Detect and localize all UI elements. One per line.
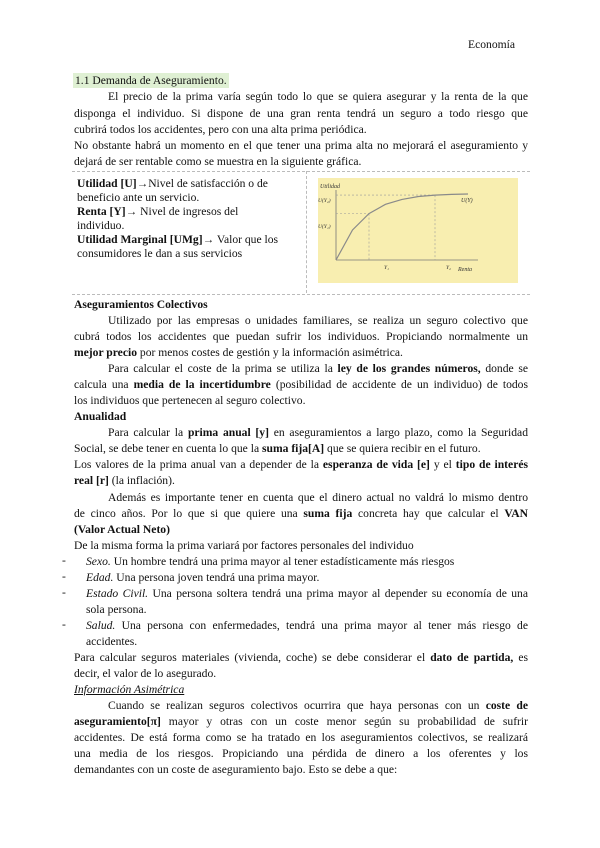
text: Una persona con enfermedades, tendrá una prima mayor al tener más riesgo de xyxy=(115,619,528,632)
text: de cinco años. Por lo que si que quiere una xyxy=(74,507,304,520)
text-line: Además es importante tener en cuenta que el dinero actual no valdrá lo mismo dentro xyxy=(108,491,528,504)
list-text-continued: sola persona. xyxy=(86,603,147,616)
list-bullet: - xyxy=(62,554,66,567)
bold-term: (Valor Actual Neto) xyxy=(74,523,170,536)
bold-term: ley de los grandes números, xyxy=(337,362,481,375)
factor-label: Estado Civil. xyxy=(86,587,149,600)
text: y el xyxy=(429,458,456,471)
text: por menos costes de gestión y la información asimétrica. xyxy=(137,346,403,359)
intro-line: disponga el individuo. Si dispone de una gran renta tendrá un seguro a todo riesgo que xyxy=(74,107,528,120)
text: es xyxy=(513,651,528,664)
list-text xyxy=(86,618,528,633)
text: mayor y otras con un coste menor según su probabilidad de sufrir xyxy=(160,715,528,728)
text: Social, se debe tener en cuenta lo que la xyxy=(74,442,262,455)
text: Para calcular seguros materiales (vivienda, coche) se debe considerar el xyxy=(74,651,431,664)
bold-term: tipo de interés xyxy=(455,458,528,471)
bold-term: suma fija[A] xyxy=(262,442,325,455)
text-line: una media de los riesgos. Propiciando una pérdida de dinero a los oferentes y los xyxy=(74,747,528,760)
definition-text: individuo. xyxy=(77,219,125,233)
definition-text: → Valor que los xyxy=(202,233,279,246)
heading-anualidad xyxy=(74,409,528,424)
y-tick-label: U(Y₁) xyxy=(318,224,331,230)
intro-line: cubrirá todos los accidentes, pero con una alta prima periódica. xyxy=(74,123,367,136)
heading-text: Anualidad xyxy=(74,410,127,423)
page-header: Economía xyxy=(468,38,516,51)
text-line xyxy=(108,361,528,376)
definition-text: →Nivel de satisfacción o de xyxy=(136,177,268,190)
y-tick-label: U(Y₂) xyxy=(318,198,331,204)
list-bullet: - xyxy=(62,618,66,631)
intro-line: dejará de ser rentable como se muestra en la siguiente gráfica. xyxy=(74,155,362,168)
text-line: Utilizado por las empresas o unidades familiares, se realiza un seguro colectivo que xyxy=(108,314,528,327)
y-axis-label: Utilidad xyxy=(320,184,341,190)
bold-term: suma fija xyxy=(303,507,353,520)
definition-utilidad xyxy=(77,177,305,206)
text-line xyxy=(108,425,528,440)
bold-term: media de la incertidumbre xyxy=(133,378,271,391)
text: (posibilidad de accidente de un individuo) de todos xyxy=(270,378,528,391)
text: Para calcular la xyxy=(108,426,188,439)
text: concreta hay que calcular el xyxy=(352,507,505,520)
bold-term: VAN xyxy=(504,507,528,520)
text: Un hombre tendrá una prima mayor al tener estadísticamente más riesgos xyxy=(110,555,455,568)
list-bullet: - xyxy=(62,570,66,583)
text-line xyxy=(74,441,528,456)
text-line xyxy=(74,650,528,665)
bold-term: dato de partida, xyxy=(430,651,514,664)
list-text xyxy=(86,570,528,585)
bold-term: esperanza de vida [e] xyxy=(322,458,430,471)
definition-text: → Nivel de ingresos del xyxy=(125,205,239,218)
heading-colectivos xyxy=(74,297,528,312)
x-tick-label: Y₁ xyxy=(384,265,389,271)
list-bullet: - xyxy=(62,586,66,599)
text: Los valores de la prima anual van a depender de la xyxy=(74,458,323,471)
bold-term: prima anual [y] xyxy=(187,426,269,439)
heading-text: Aseguramientos Colectivos xyxy=(74,298,208,311)
chart-background xyxy=(318,178,518,283)
factor-label: Salud. xyxy=(86,619,116,632)
text: Una persona joven tendrá una prima mayor. xyxy=(113,571,320,584)
list-text-continued: accidentes. xyxy=(86,635,138,648)
curve-label: U(Y) xyxy=(461,198,473,204)
factor-label: Edad. xyxy=(86,571,114,584)
term: Utilidad [U] xyxy=(77,177,137,190)
term: Renta [Y] xyxy=(77,205,126,218)
text-line: cubrá todos los accidentes que puedan sufrir los individuos. Propiciando normalmente un xyxy=(74,330,528,343)
text-line: los individuos que pertenecen al seguro colectivo. xyxy=(74,394,306,407)
text-line xyxy=(74,345,528,360)
definition-text: consumidores le dan a sus servicios xyxy=(77,247,243,261)
text: Para calcular el coste de la prima se utiliza la xyxy=(108,362,338,375)
list-text xyxy=(86,586,528,601)
text-line xyxy=(74,377,528,392)
text-line xyxy=(74,506,528,521)
text: en aseguramientos a largo plazo, como la Seguridad xyxy=(268,426,528,439)
text-line xyxy=(74,473,528,488)
text: donde se xyxy=(480,362,528,375)
table-divider xyxy=(306,171,307,293)
definition-utilidad-marginal xyxy=(77,233,305,262)
intro-line: No obstante habrá un momento en el que tener una prima alta no mejorará el aseguramiento y xyxy=(74,139,528,152)
text: Cuando se realizan seguros colectivos ocurrira que haya personas con un xyxy=(108,699,486,712)
definition-text: beneficio ante un servicio. xyxy=(77,191,200,205)
intro-line: El precio de la prima varía según todo lo que se quiera asegurar y la renta de la que xyxy=(108,90,528,103)
list-text xyxy=(86,554,528,569)
bold-term: mejor precio xyxy=(74,346,137,359)
utility-chart xyxy=(318,178,518,283)
text: Una persona soltera tendrá una prima mayor al depender su economía de una xyxy=(148,587,528,600)
text-line: De la misma forma la prima variará por factores personales del individuo xyxy=(74,539,414,552)
heading-asimetrica xyxy=(74,682,528,697)
text-line xyxy=(74,714,528,729)
term: Utilidad Marginal [UMg] xyxy=(77,233,203,246)
text-line xyxy=(108,698,528,713)
text: calcula una xyxy=(74,378,134,391)
x-axis-label: Renta xyxy=(458,267,472,273)
bold-term: aseguramiento[π] xyxy=(74,715,161,728)
bold-term: real [r] xyxy=(74,474,109,487)
bold-term: coste de xyxy=(485,699,528,712)
definition-renta xyxy=(77,205,305,234)
text-line xyxy=(74,457,528,472)
text-line: decir, el valor de lo asegurado. xyxy=(74,667,217,680)
text-line xyxy=(74,522,528,537)
section-title: 1.1 Demanda de Aseguramiento. xyxy=(75,74,227,87)
x-tick-label: Y₂ xyxy=(446,265,451,271)
heading-text: Información Asimétrica xyxy=(74,683,185,696)
text-line: demandantes con un coste de aseguramiento bajo. Esto se debe a que: xyxy=(74,763,398,776)
factor-label: Sexo. xyxy=(86,555,111,568)
text-line: accidentes. De está forma como se ha tratado en los aseguramientos colectivos, se realizará xyxy=(74,731,528,744)
text: que se quiera recibir en el futuro. xyxy=(324,442,481,455)
text: (la inflación). xyxy=(108,474,175,487)
